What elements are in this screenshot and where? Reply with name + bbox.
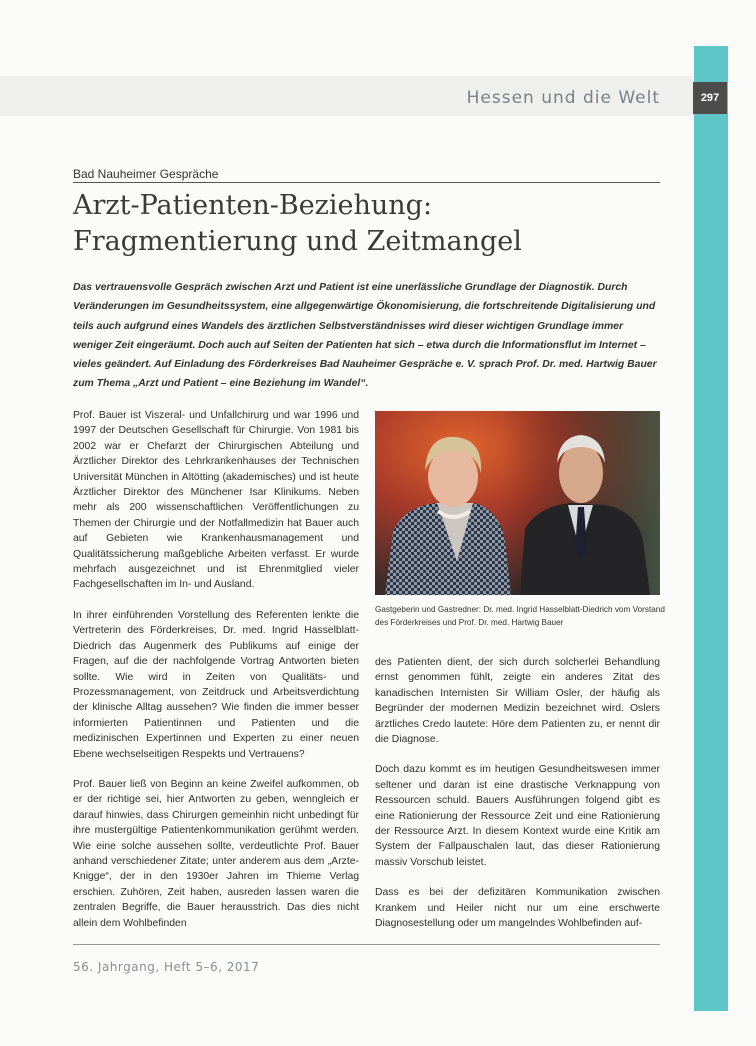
- body-paragraph: Prof. Bauer ließ von Beginn an keine Zweifel aufkommen, ob er der richtige sei, hier Antworten zu geben, wenngleich er darauf hinwies, dass Chirurgen gemeinhin nicht unbedingt für ihre mustergültige Patientenkommunikation gerühmt werden. Wie eine solche aussehen sollte, verdeutlichte Prof. Bauer anhand verschiedener Zitate; unter anderem aus dem „Arzte-Knigge“, der in den 1930er Jahren im Thieme Verlag erschien. Zuhören, Zeit haben, ausreden lassen waren die zentralen Begriffe, die Bauer herausstrich. Das dies nicht allein dem Wohlbefinden: [73, 778, 359, 929]
- section-title: Hessen und die Welt: [466, 88, 660, 108]
- right-column: [375, 655, 660, 947]
- teal-edge-strip: [694, 46, 728, 1011]
- lead-paragraph: Das vertrauensvolle Gespräch zwischen Arzt und Patient ist eine unerlässliche Grundlage der Diagnostik. Durch Veränderungen im Gesundheitssystem, eine allgegenwärtige Ökonomisierung, die fortschreitende Digitalisierung und teils auch aufgrund eines Wandels des ärztlichen Selbstverständnisses wird dieser wichtigen Grundlage immer weniger Zeit eingeräumt. Doch auch auf Seiten der Patienten hat sich – etwa durch die Informationsflut im Internet – vieles geändert. Auf Einladung des Förderkreises Bad Nauheimer Gespräche e. V. sprach Prof. Dr. med. Hartwig Bauer zum Thema „Arzt und Patient – eine Beziehung im Wandel“.: [73, 282, 657, 390]
- body-paragraph: Dass es bei der defizitären Kommunikation zwischen Krankem und Heiler nicht nur um eine erschwerte Diagnosestellung oder um mangelndes Wohlbefinden auf-: [375, 887, 660, 930]
- body-paragraph: des Patienten dient, der sich durch solcherlei Behandlung ernst genommen fühlt, zeigte ein anderes Zitat des kanadischen Internisten Sir William Osler, der häufig als Begründer der modernen Medizin bezeichnet wird. Oslers ärztliches Credo lautete: Höre dem Patienten zu, er nennt dir die Diagnose.: [375, 657, 660, 746]
- headline: [73, 188, 673, 260]
- body-paragraph: Doch dazu kommt es im heutigen Gesundheitswesen immer seltener und daran ist eine drastische Verknappung von Ressourcen schuld. Bauers Ausführungen folgend gibt es eine Rationierung der Ressource Zeit und eine Rationierung der Ressource Arzt. In diesem Kontext wurde eine Kritik am System der Fallpauschalen laut, das dieser Rationierung massiv Vorschub leistet.: [375, 764, 660, 868]
- page-number: 297: [693, 82, 727, 114]
- photo-illustration: [375, 411, 660, 595]
- headline-line-1: Arzt-Patienten-Beziehung:: [73, 190, 433, 221]
- left-column: [73, 408, 359, 946]
- body-paragraph: Prof. Bauer ist Viszeral- und Unfallchirurg und war 1996 und 1997 der Deutschen Gesellschaft für Chirurgie. Von 1981 bis 2002 war er Chefarzt der Chirurgischen Abteilung und Ärztlicher Direktor des Lehrkrankenhauses der Technischen Universität München in Altötting (akademisches) und ist heute Ärztlicher Direktor des Münchener Isar Klinikums. Neben mehr als 200 wissenschaftlichen Veröffentlichungen zu Themen der Chirurgie und der Notfallmedizin hat Bauer auch auf Gebieten wie Krankenhausmanagement und Qualitätssicherung maßgebliche Arbeiten verfasst. Er wurde mehrfach ausgezeichnet und ist Ehrenmitglied vieler Fachgesellschaften im In- und Ausland.: [73, 410, 359, 591]
- body-paragraph: In ihrer einführenden Vorstellung des Referenten lenkte die Vertreterin des Förderkreises, Dr. med. Ingrid Hasselblatt-Diedrich das Augenmerk des Publikums auf einige der Fragen, auf die der nachfolgende Vortrag Antworten bieten sollte. Wie wird in Zeiten von Qualitäts- und Prozessmanagement, von Zeitdruck und Arbeitsverdichtung der klinische Alltag aussehen? Wie finden die immer besser informierten Patientinnen und Patienten und die medizinischen Expertinnen und Experten zu einer neuen Ebene wechselseitigen Respekts und Vertrauens?: [73, 609, 359, 760]
- kicker: Bad Nauheimer Gespräche: [73, 167, 219, 181]
- issue-info: 56. Jahrgang, Heft 5–6, 2017: [73, 960, 260, 974]
- headline-line-2: Fragmentierung und Zeitmangel: [73, 226, 522, 257]
- footer-rule: [73, 944, 660, 945]
- article-photo: [375, 411, 660, 595]
- headline-rule: [73, 182, 660, 183]
- photo-caption: Gastgeberin und Gastredner: Dr. med. Ingrid Hasselblatt-Diedrich vom Vorstand des Förderkreises und Prof. Dr. med. Hartwig Bauer: [375, 605, 665, 627]
